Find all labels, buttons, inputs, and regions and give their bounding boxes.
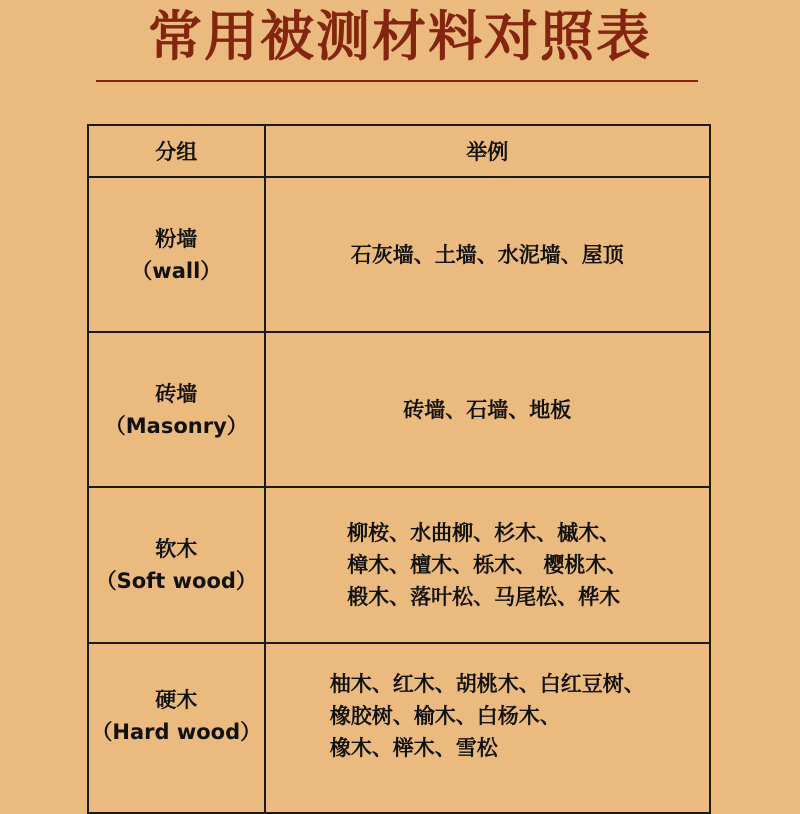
column-header-group: 分组 [88, 125, 265, 177]
group-name-cn: 硬木 [155, 687, 198, 712]
column-header-examples: 举例 [265, 125, 710, 177]
example-line: 橡胶树、榆木、白杨木、 [329, 703, 561, 728]
example-line: 樟木、檀木、栎木、 樱桃木、 [347, 553, 628, 578]
example-line: 柳桉、水曲柳、杉木、槭木、 [347, 521, 621, 546]
table-row [88, 487, 710, 642]
group-cell [88, 177, 265, 332]
group-cell [88, 487, 265, 642]
group-cell [88, 643, 265, 813]
group-name-en: （wall） [131, 258, 222, 283]
example-line: 石灰墙、土墙、水泥墙、屋顶 [350, 242, 624, 267]
examples-cell [265, 332, 710, 487]
table-row [88, 332, 710, 487]
table-header-row [88, 125, 710, 177]
examples-cell [265, 487, 710, 642]
group-name-cn: 砖墙 [155, 381, 198, 406]
group-name-en: （Hard wood） [91, 719, 262, 744]
group-name-cn: 粉墙 [155, 226, 198, 251]
examples-cell [265, 177, 710, 332]
example-line: 砖墙、石墙、地板 [403, 397, 572, 422]
example-line: 橡木、榉木、雪松 [329, 735, 498, 760]
table-row [88, 643, 710, 813]
page-title: 常用被测材料对照表 [148, 5, 652, 68]
example-line: 椴木、落叶松、马尾松、桦木 [347, 585, 621, 610]
example-line: 柚木、红木、胡桃木、白红豆树、 [329, 671, 645, 696]
group-name-en: （Masonry） [104, 413, 248, 438]
title-underline [96, 80, 698, 82]
group-cell [88, 332, 265, 487]
materials-table [87, 124, 711, 814]
group-name-en: （Soft wood） [95, 569, 257, 594]
table-row [88, 177, 710, 332]
group-name-cn: 软木 [155, 537, 198, 562]
examples-cell [265, 643, 710, 813]
